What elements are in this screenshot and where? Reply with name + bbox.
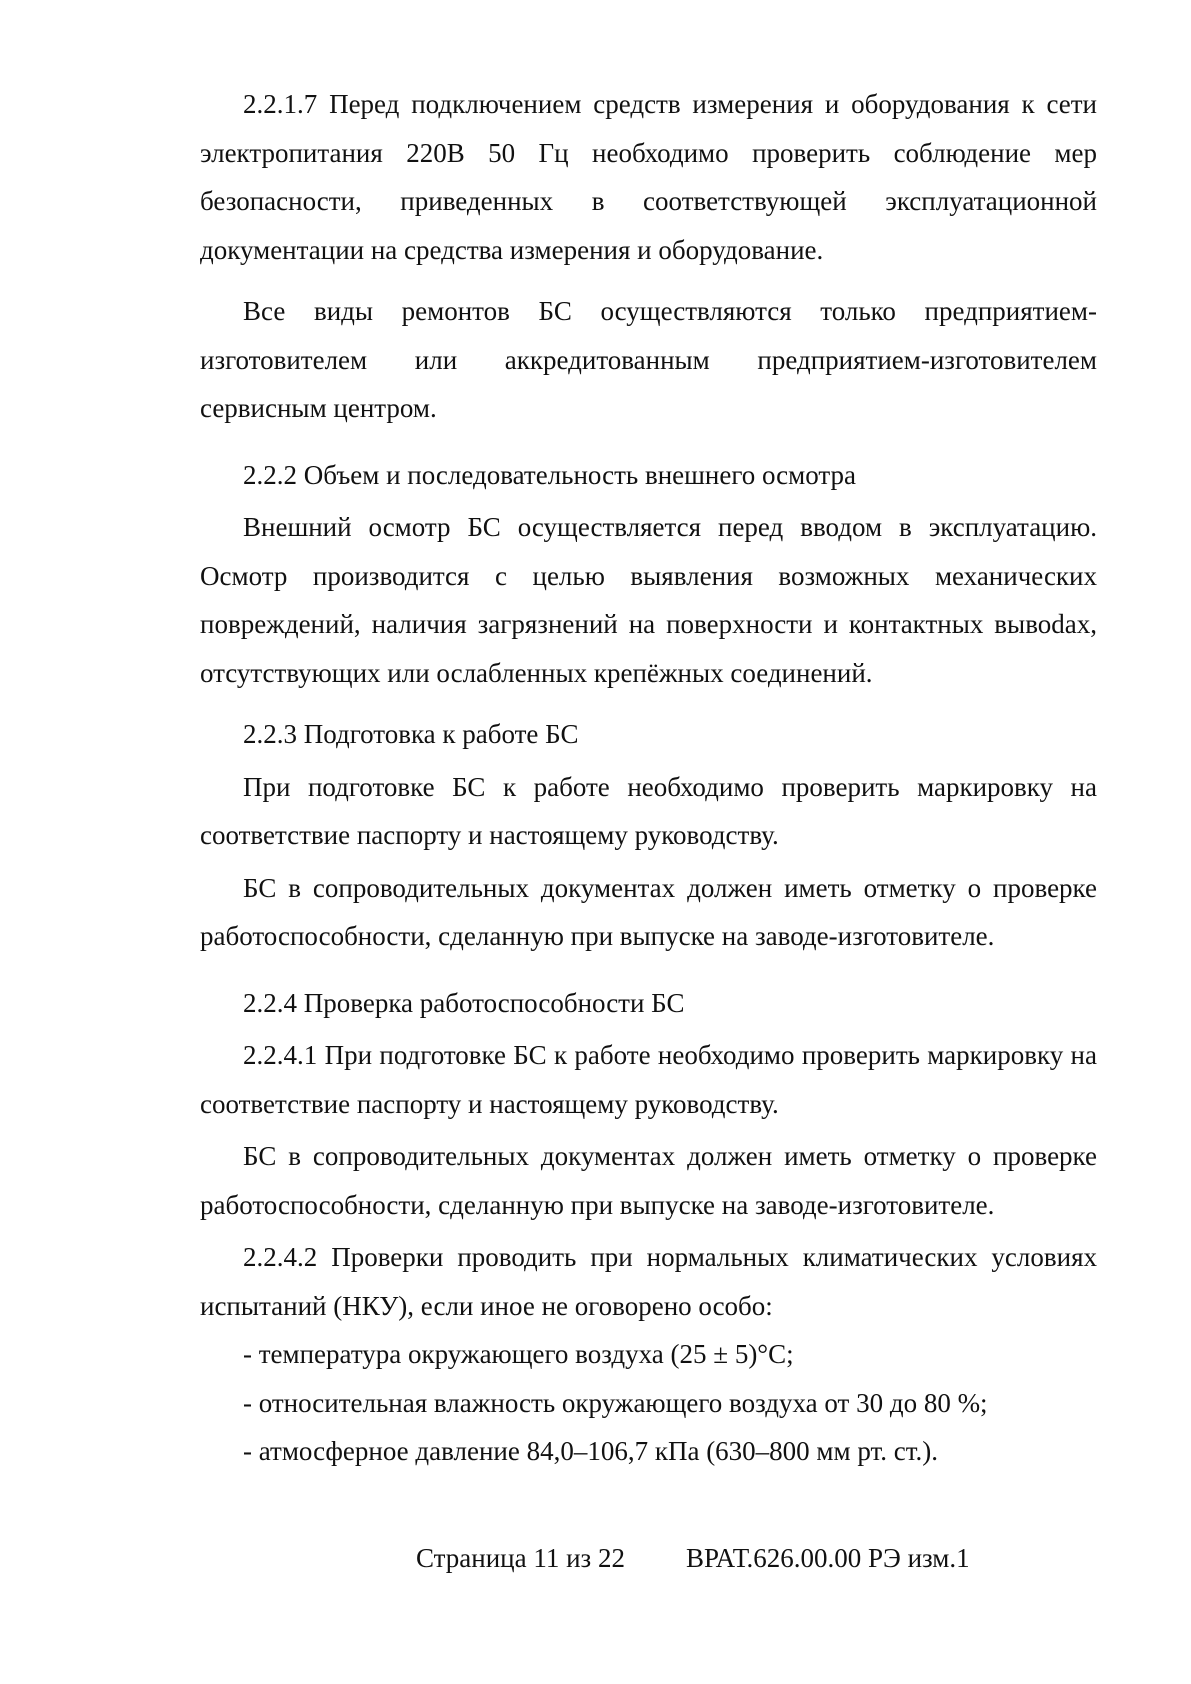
- paragraph-2-2-1-7: 2.2.1.7 Перед подключением средств измерения и оборудования к сети электропитания 220В 50 Гц необходимо проверить соблюдение мер безопасности, приведенных в соответствующей эксплуатационной документации на средства измерения и оборудование.: [200, 89, 1097, 265]
- paragraph-repairs: Все виды ремонтов БС осуществляются только предприятием-изготовителем или аккредитованным предприятием-изготовителем сервисным центром.: [200, 296, 1097, 423]
- paragraph-marking-check: При подготовке БС к работе необходимо проверить маркировку на соответствие паспорту и настоящему руководству.: [200, 771, 1097, 850]
- paragraph-accompanying-docs-2: БС в сопроводительных документах должен иметь отметку о проверке работоспособности, сделанную при выпуске на заводе-изготовителе.: [200, 1141, 1097, 1220]
- paragraph-2-2-4-1: 2.2.4.1 При подготовке БС к работе необходимо проверить маркировку на соответствие паспорту и настоящему руководству.: [200, 1040, 1097, 1119]
- section-heading-2-2-2: 2.2.2 Объем и последовательность внешнего осмотра: [243, 459, 857, 490]
- page-number: Страница 11 из 22: [416, 1543, 625, 1573]
- paragraph-external-inspection: Внешний осмотр БС осуществляется перед вводом в эксплуатацию. Осмотр производится с целью выявления возможных механических повреждений, наличия загрязнений на поверхности и контактных вывоdах, отсутствующих или ослабленных крепёжных соединений.: [200, 512, 1097, 688]
- document-code: ВРАТ.626.00.00 РЭ изм.1: [686, 1543, 970, 1573]
- section-heading-2-2-4: 2.2.4 Проверка работоспособности БС: [243, 987, 685, 1018]
- paragraph-2-2-4-2: 2.2.4.2 Проверки проводить при нормальных климатических условиях испытаний (НКУ), если иное не оговорено особо:: [200, 1242, 1097, 1321]
- section-heading-2-2-3: 2.2.3 Подготовка к работе БС: [243, 719, 579, 749]
- paragraph-accompanying-docs: БС в сопроводительных документах должен иметь отметку о проверке работоспособности, сделанную при выпуске на заводе-изготовителе.: [200, 872, 1097, 951]
- document-body: [200, 80, 1097, 1476]
- condition-pressure: - атмосферное давление 84,0–106,7 кПа (630–800 мм рт. ст.).: [243, 1436, 939, 1466]
- condition-temperature: - температура окружающего воздуха (25 ± 5)°С;: [243, 1339, 794, 1369]
- condition-humidity: - относительная влажность окружающего воздуха от 30 до 80 %;: [243, 1387, 988, 1418]
